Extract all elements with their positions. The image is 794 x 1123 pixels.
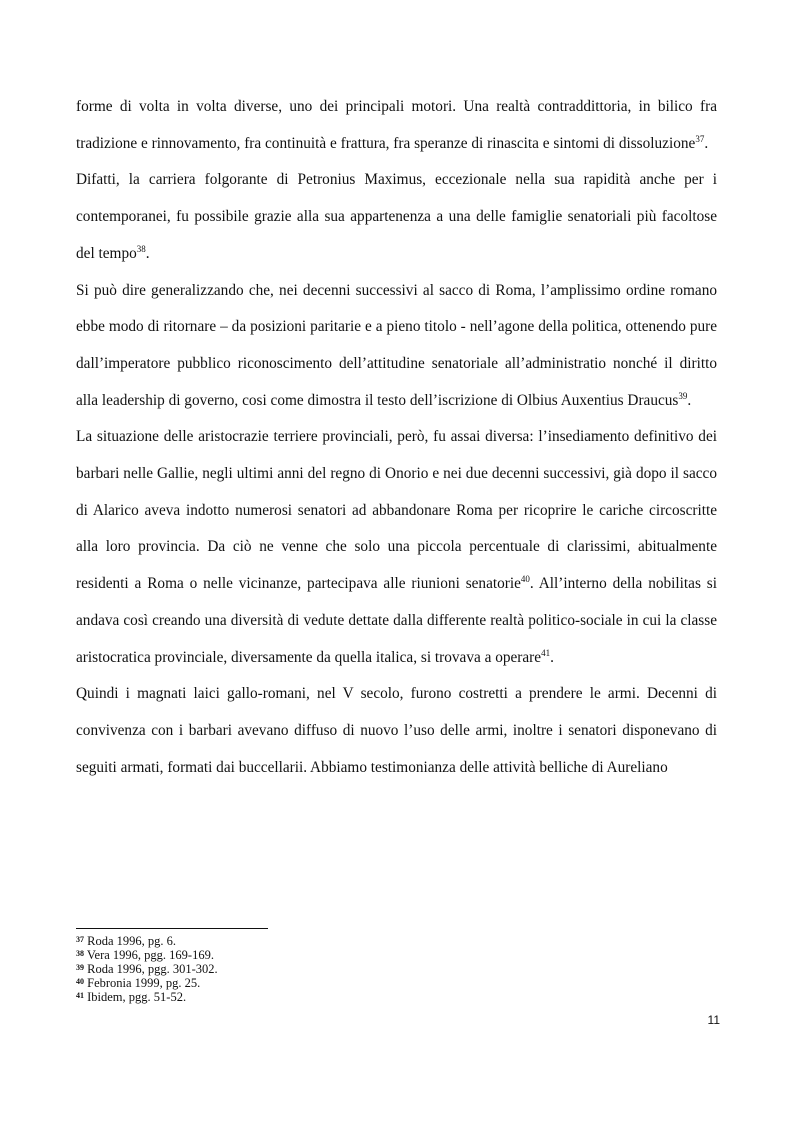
paragraph: Si può dire generalizzando che, nei decenni successivi al sacco di Roma, l’amplissimo ordine romano ebbe modo di ritornare – da posizioni paritarie e a pieno titolo - nell’agone della politica, ottenendo pure dall’imperatore pubblico riconoscimento dell’attitudine senatoriale all’administratio nonché il diritto alla leadership di governo, cosi come dimostra il testo dell’iscrizione di Olbius Auxentius Draucus$^{39}$.	[76, 281, 717, 409]
paragraph: forme di volta in volta diverse, uno dei principali motori. Una realtà contraddittoria, in bilico fra tradizione e rinnovamento, fra continuità e frattura, fra speranze di rinascita e sintomi di dissoluzione$^{37}$.	[76, 98, 717, 152]
body-text	[76, 89, 717, 786]
footnote: $^{38}$ Vera 1996, pgg. 169-169.	[76, 948, 214, 962]
paragraph: La situazione delle aristocrazie terriere provinciali, però, fu assai diversa: l’insediamento definitivo dei barbari nelle Gallie, negli ultimi anni del regno di Onorio e nei due decenni successivi, già dopo il sacco di Alarico aveva indotto numerosi senatori ad abbandonare Roma per ricoprire le cariche circoscritte alla loro provincia. Da ciò ne venne che solo una piccola percentuale di clarissimi, abitualmente residenti a Roma o nelle vicinanze, partecipava alle riunioni senatorie$^{40}$. All’interno della nobilitas si andava così creando una diversità di vedute dettate dalla differente realtà politico-sociale in cui la classe aristocratica provinciale, diversamente da quella italica, si trovava a operare$^{41}$.	[76, 428, 717, 666]
page-number: 11	[707, 1013, 720, 1027]
footnote: $^{40}$ Febronia 1999, pg. 25.	[76, 976, 201, 990]
paragraph: Difatti, la carriera folgorante di Petronius Maximus, eccezionale nella sua rapidità anche per i contemporanei, fu possibile grazie alla sua appartenenza a una delle famiglie senatoriali più facoltose del tempo$^{38}$.	[76, 171, 717, 262]
footnote-ref[interactable]: 38	[136, 243, 146, 254]
footnote-ref[interactable]: 41	[541, 647, 551, 658]
footnote: $^{41}$ Ibidem, pgg. 51-52.	[76, 990, 187, 1004]
paragraph: Quindi i magnati laici gallo-romani, nel V secolo, furono costretti a prendere le armi. Decenni di convivenza con i barbari avevano diffuso di nuovo l’uso delle armi, inoltre i senatori disponevano di seguiti armati, formati dai buccellarii. Abbiamo testimonianza delle attività belliche di Aureliano	[76, 685, 717, 776]
footnote-ref[interactable]: 37	[695, 133, 705, 144]
footnote: $^{39}$ Roda 1996, pgg. 301-302.	[76, 962, 218, 976]
footnote-separator	[76, 928, 268, 929]
footnote-ref[interactable]: 40	[520, 574, 530, 585]
footnote-ref[interactable]: 39	[678, 390, 688, 401]
footnote: $^{37}$ Roda 1996, pg. 6.	[76, 934, 177, 948]
footnotes	[76, 934, 476, 1004]
